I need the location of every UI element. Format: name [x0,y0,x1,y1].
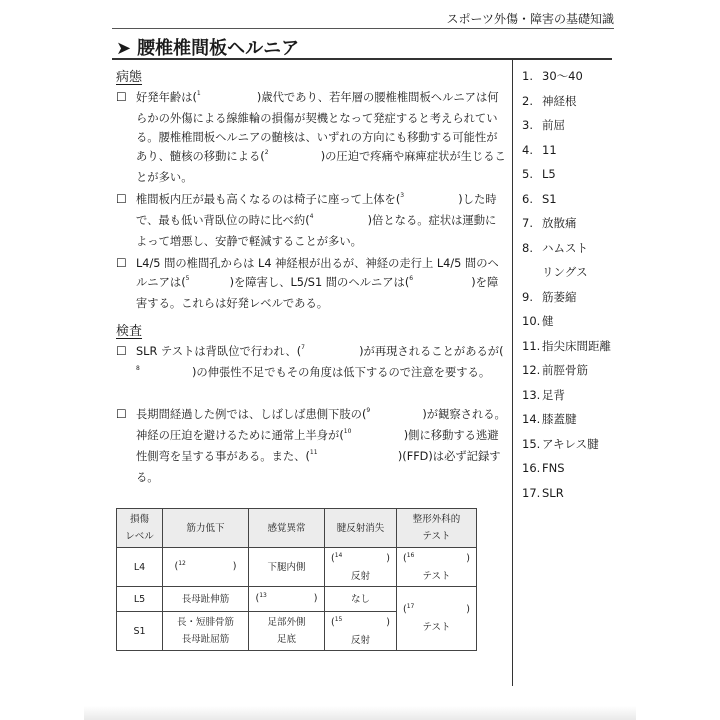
answer-text: 前脛骨筋 [542,363,588,377]
answer-item [522,407,611,432]
answer-text: 健 [542,314,554,328]
table-header-cell: 整形外科的 テスト [397,509,477,548]
item-text: 長期間経過した例では、しばしば患側下肢の( [136,408,367,421]
answer-text: リングス [542,265,588,279]
answer-number: 2. [522,93,533,108]
answer-item [522,162,611,187]
checkbox-icon: ☐ [116,192,127,206]
answer-blank: 3 [400,192,405,199]
answer-number: 1. [522,69,533,83]
answer-item [522,358,611,383]
answer-text: 11 [542,142,557,157]
item-text: )倍となる。症状は運動によって増悪し、安静で軽減することが多い。 [136,214,497,248]
section-heading-pathology: 病態 [116,70,143,85]
answer-text: 放散痛 [542,216,577,230]
checkbox-icon: ☐ [116,407,127,421]
answer-item [522,456,611,481]
answer-number: 15. [522,436,541,451]
answer-number [522,260,542,285]
table-cell: ($^{15}$ ) 反射 [325,612,397,651]
table-cell: ($^{16}$ ) テスト [397,548,477,587]
answer-text: ハムスト [542,240,588,255]
list-item [116,254,506,313]
item-text: )が再現されることがあるが( [359,345,504,358]
table-cell: ($^{14}$ ) 反射 [325,548,397,587]
section-heading-exam: 検査 [116,324,143,339]
answer-item [522,285,611,310]
answer-text: 筋萎縮 [542,289,577,304]
answer-blank: 5 [185,275,190,282]
answer-blank: 6 [409,275,414,282]
answer-text: FNS [542,461,565,475]
page-title-text: 腰椎椎間板ヘルニア [137,38,300,59]
table-header-row [117,509,477,548]
item-text: )を障害し、L5/S1 間のヘルニアは( [229,276,410,289]
item-text: )の伸張性不足でもその角度は低下するので注意を要する。 [192,366,491,379]
answer-text: S1 [542,191,557,206]
table-cell: 下腿内側 [249,548,325,587]
table-header-cell: 感覚異常 [249,509,325,548]
table-cell: ($^{17}$ ) テスト [397,587,477,651]
book-title: スポーツ外傷・障害の基礎知識 [446,12,614,26]
table-cell: なし [325,587,397,612]
answer-item [522,113,611,138]
answer-number: 7. [522,216,533,230]
table-header-cell: 筋力低下 [163,509,249,548]
answer-text: アキレス腱 [542,436,599,451]
item-text: )した時で、最も低い背臥位の時に比べ約( [136,193,497,227]
answer-item [522,64,611,89]
title-rule [112,58,612,60]
answer-item [522,383,611,408]
answer-text: 神経根 [542,93,577,108]
answer-text: 膝蓋腱 [542,412,577,426]
answer-number: 5. [522,167,533,181]
item-text: )の圧迫で疼痛や麻痺症状が生じることが多い。 [136,150,506,184]
answer-text: 前屈 [542,118,565,132]
answer-number: 6. [522,191,533,206]
answer-number: 9. [522,289,533,304]
answer-item [522,211,611,236]
answer-number: 8. [522,240,533,255]
answer-number: 17. [522,485,541,500]
answer-text: 指尖床間距離 [542,338,611,353]
reference-table [116,508,477,651]
answer-column-divider [512,58,513,686]
table-row [117,587,477,612]
item-text: 好発年齢は( [136,91,197,104]
answer-text: 足背 [542,387,565,402]
checkbox-icon: ☐ [116,90,127,104]
checkbox-icon: ☐ [116,256,127,270]
answer-list [522,64,611,505]
answer-number: 10. [522,314,541,328]
item-text: L4/5 間の椎間孔からは L4 神経根が出るが、神経の走行上 L4/5 間のヘルニアは( [136,257,499,289]
answer-item [522,187,611,212]
table-cell: S1 [117,612,163,651]
answer-number: 16. [522,461,541,475]
page-title [116,34,299,60]
answer-item [522,432,611,457]
answer-number: 4. [522,142,533,157]
list-item [116,190,506,251]
item-text: )が観察される。神経の圧迫を避けるために通常上半身が( [136,408,506,442]
item-text: )歳代であり、若年層の腰椎椎間板ヘルニアは何らかの外傷による線維輪の損傷が契機となって発症すると考えられている。腰椎椎間板ヘルニアの髄核は、いずれの方向にも移動する可能性があり、髄核の移動による( [136,91,499,163]
table-cell: 足部外側 足底 [249,612,325,651]
answer-item [522,260,611,285]
table-header-cell: 腱反射消失 [325,509,397,548]
answer-blank: 11 [309,449,318,456]
checkbox-icon: ☐ [116,344,127,358]
answer-item [522,334,611,359]
answer-text: L5 [542,167,556,181]
answer-blank: 9 [366,407,371,414]
header-rule [112,28,614,29]
list-item [116,405,506,487]
table-cell: 長母趾伸筋 [163,587,249,612]
answer-blank: 10 [343,428,352,435]
table-cell: L4 [117,548,163,587]
answer-text: 30～40 [542,69,583,83]
table-cell: 長・短腓骨筋 長母趾屈筋 [163,612,249,651]
answer-item [522,309,611,334]
answer-blank: 1 [196,90,201,97]
answer-blank: 2 [264,149,269,156]
answer-number: 12. [522,363,541,377]
table-cell: ($^{13}$ ) [249,587,325,612]
answer-item [522,481,611,506]
table-row [117,548,477,587]
answer-number: 11. [522,338,541,353]
page-edge-shadow [84,706,636,720]
answer-blank: 7 [301,344,305,351]
answer-number: 3. [522,118,533,132]
item-text: 椎間板内圧が最も高くなるのは椅子に座って上体を( [136,193,401,206]
answer-blank: 4 [309,213,314,220]
answer-item [522,89,611,114]
answer-number: 13. [522,387,541,402]
answer-text: SLR [542,485,564,500]
item-text: )を障害する。これらは好発レベルである。 [136,276,499,310]
table-cell: L5 [117,587,163,612]
table-cell: ($^{12}$ ) [163,548,249,587]
answer-blank: 8 [136,365,140,372]
item-text: )(FFD)は必ず記録する。 [136,450,501,484]
list-item [116,342,506,384]
list-item [116,88,506,187]
answer-item [522,138,611,163]
item-text: )側に移動する逃避性側弯を呈する事がある。また、( [136,429,499,463]
answer-item [522,236,611,261]
arrow-icon: ➤ [116,38,132,59]
table-header-cell: 損傷 レベル [117,509,163,548]
item-text: SLR テストは背臥位で行われ、( [136,345,302,358]
answer-number: 14. [522,412,541,426]
